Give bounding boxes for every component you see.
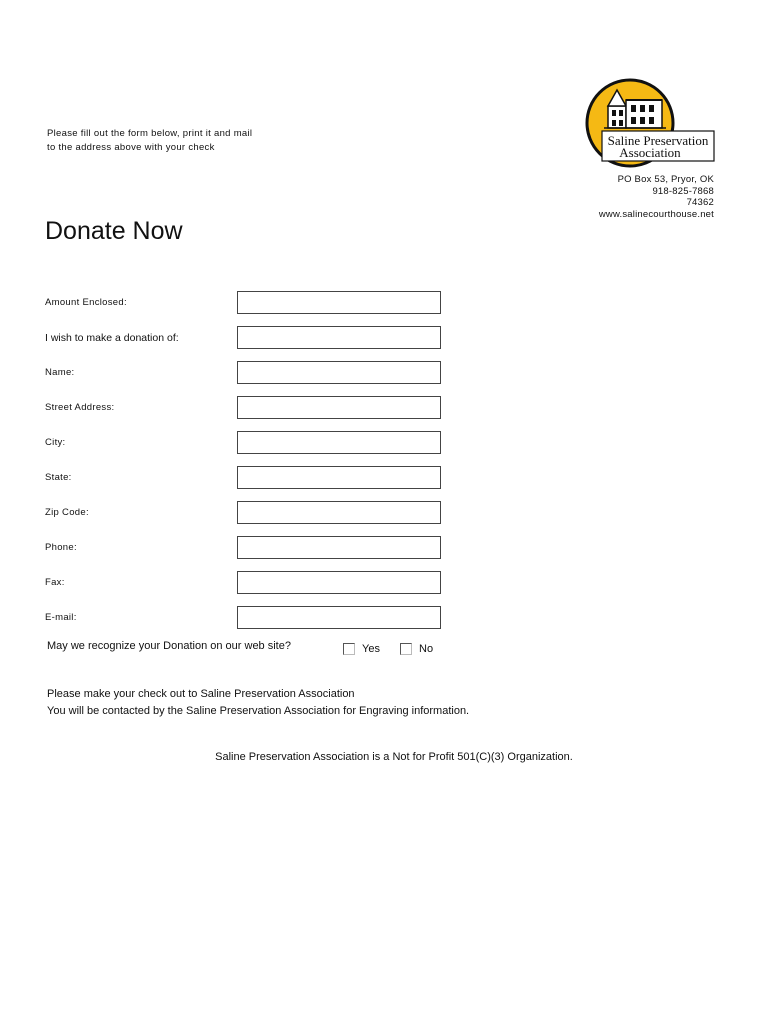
logo-text-line-1: Saline Preservation — [607, 133, 709, 148]
field-row-donation-amount — [45, 326, 445, 352]
instructions — [47, 127, 252, 155]
field-row-email — [45, 606, 445, 632]
recognize-question: May we recognize your Donation on our web site? — [47, 640, 291, 652]
donation-amount-input[interactable] — [237, 326, 441, 349]
page-title: Donate Now — [45, 217, 183, 245]
field-label: Zip Code: — [45, 507, 89, 518]
field-row-street-address — [45, 396, 445, 422]
street-address-input[interactable] — [237, 396, 441, 419]
check-instructions-line-2: You will be contacted by the Saline Preservation Association for Engraving information. — [47, 705, 470, 717]
field-row-phone — [45, 536, 445, 562]
fax-input[interactable] — [237, 571, 441, 594]
field-row-state — [45, 466, 445, 492]
field-label: E-mail: — [45, 612, 77, 623]
logo-text-line-2: Association — [619, 145, 681, 160]
field-label: City: — [45, 437, 66, 448]
field-label: Phone: — [45, 542, 77, 553]
contact-info — [599, 174, 714, 220]
name-input[interactable] — [237, 361, 441, 384]
logo-graphic — [584, 78, 716, 170]
field-label: Name: — [45, 367, 75, 378]
contact-zip: 74362 — [686, 197, 714, 209]
recognize-no-option[interactable] — [400, 643, 433, 655]
instructions-line-2: to the address above with your check — [47, 142, 215, 153]
contact-address: PO Box 53, Pryor, OK — [617, 174, 714, 185]
field-row-city — [45, 431, 445, 457]
field-label: State: — [45, 472, 72, 483]
contact-website[interactable]: www.salinecourthouse.net — [598, 208, 714, 220]
phone-input[interactable] — [237, 536, 441, 559]
field-row-amount-enclosed — [45, 291, 445, 317]
saline-preservation-logo — [584, 78, 716, 170]
field-row-zip-code — [45, 501, 445, 527]
field-label: Street Address: — [45, 402, 115, 413]
field-label: I wish to make a donation of: — [45, 332, 179, 344]
recognize-yes-option[interactable] — [343, 643, 380, 655]
yes-label: Yes — [362, 643, 380, 655]
yes-checkbox[interactable] — [343, 643, 355, 655]
amount-enclosed-input[interactable] — [237, 291, 441, 314]
field-row-fax — [45, 571, 445, 597]
no-checkbox[interactable] — [400, 643, 412, 655]
zip-code-input[interactable] — [237, 501, 441, 524]
contact-phone: 918-825-7868 — [652, 185, 714, 197]
field-label: Fax: — [45, 577, 65, 588]
check-instructions — [47, 686, 469, 720]
instructions-line-1: Please fill out the form below, print it and mail — [47, 128, 253, 139]
city-input[interactable] — [237, 431, 441, 454]
state-input[interactable] — [237, 466, 441, 489]
nonprofit-statement: Saline Preservation Association is a Not for Profit 501(C)(3) Organization. — [215, 751, 573, 763]
email-input[interactable] — [237, 606, 441, 629]
field-label: Amount Enclosed: — [45, 297, 127, 308]
no-label: No — [419, 643, 434, 655]
check-instructions-line-1: Please make your check out to Saline Preservation Association — [47, 688, 355, 700]
field-row-name — [45, 361, 445, 387]
